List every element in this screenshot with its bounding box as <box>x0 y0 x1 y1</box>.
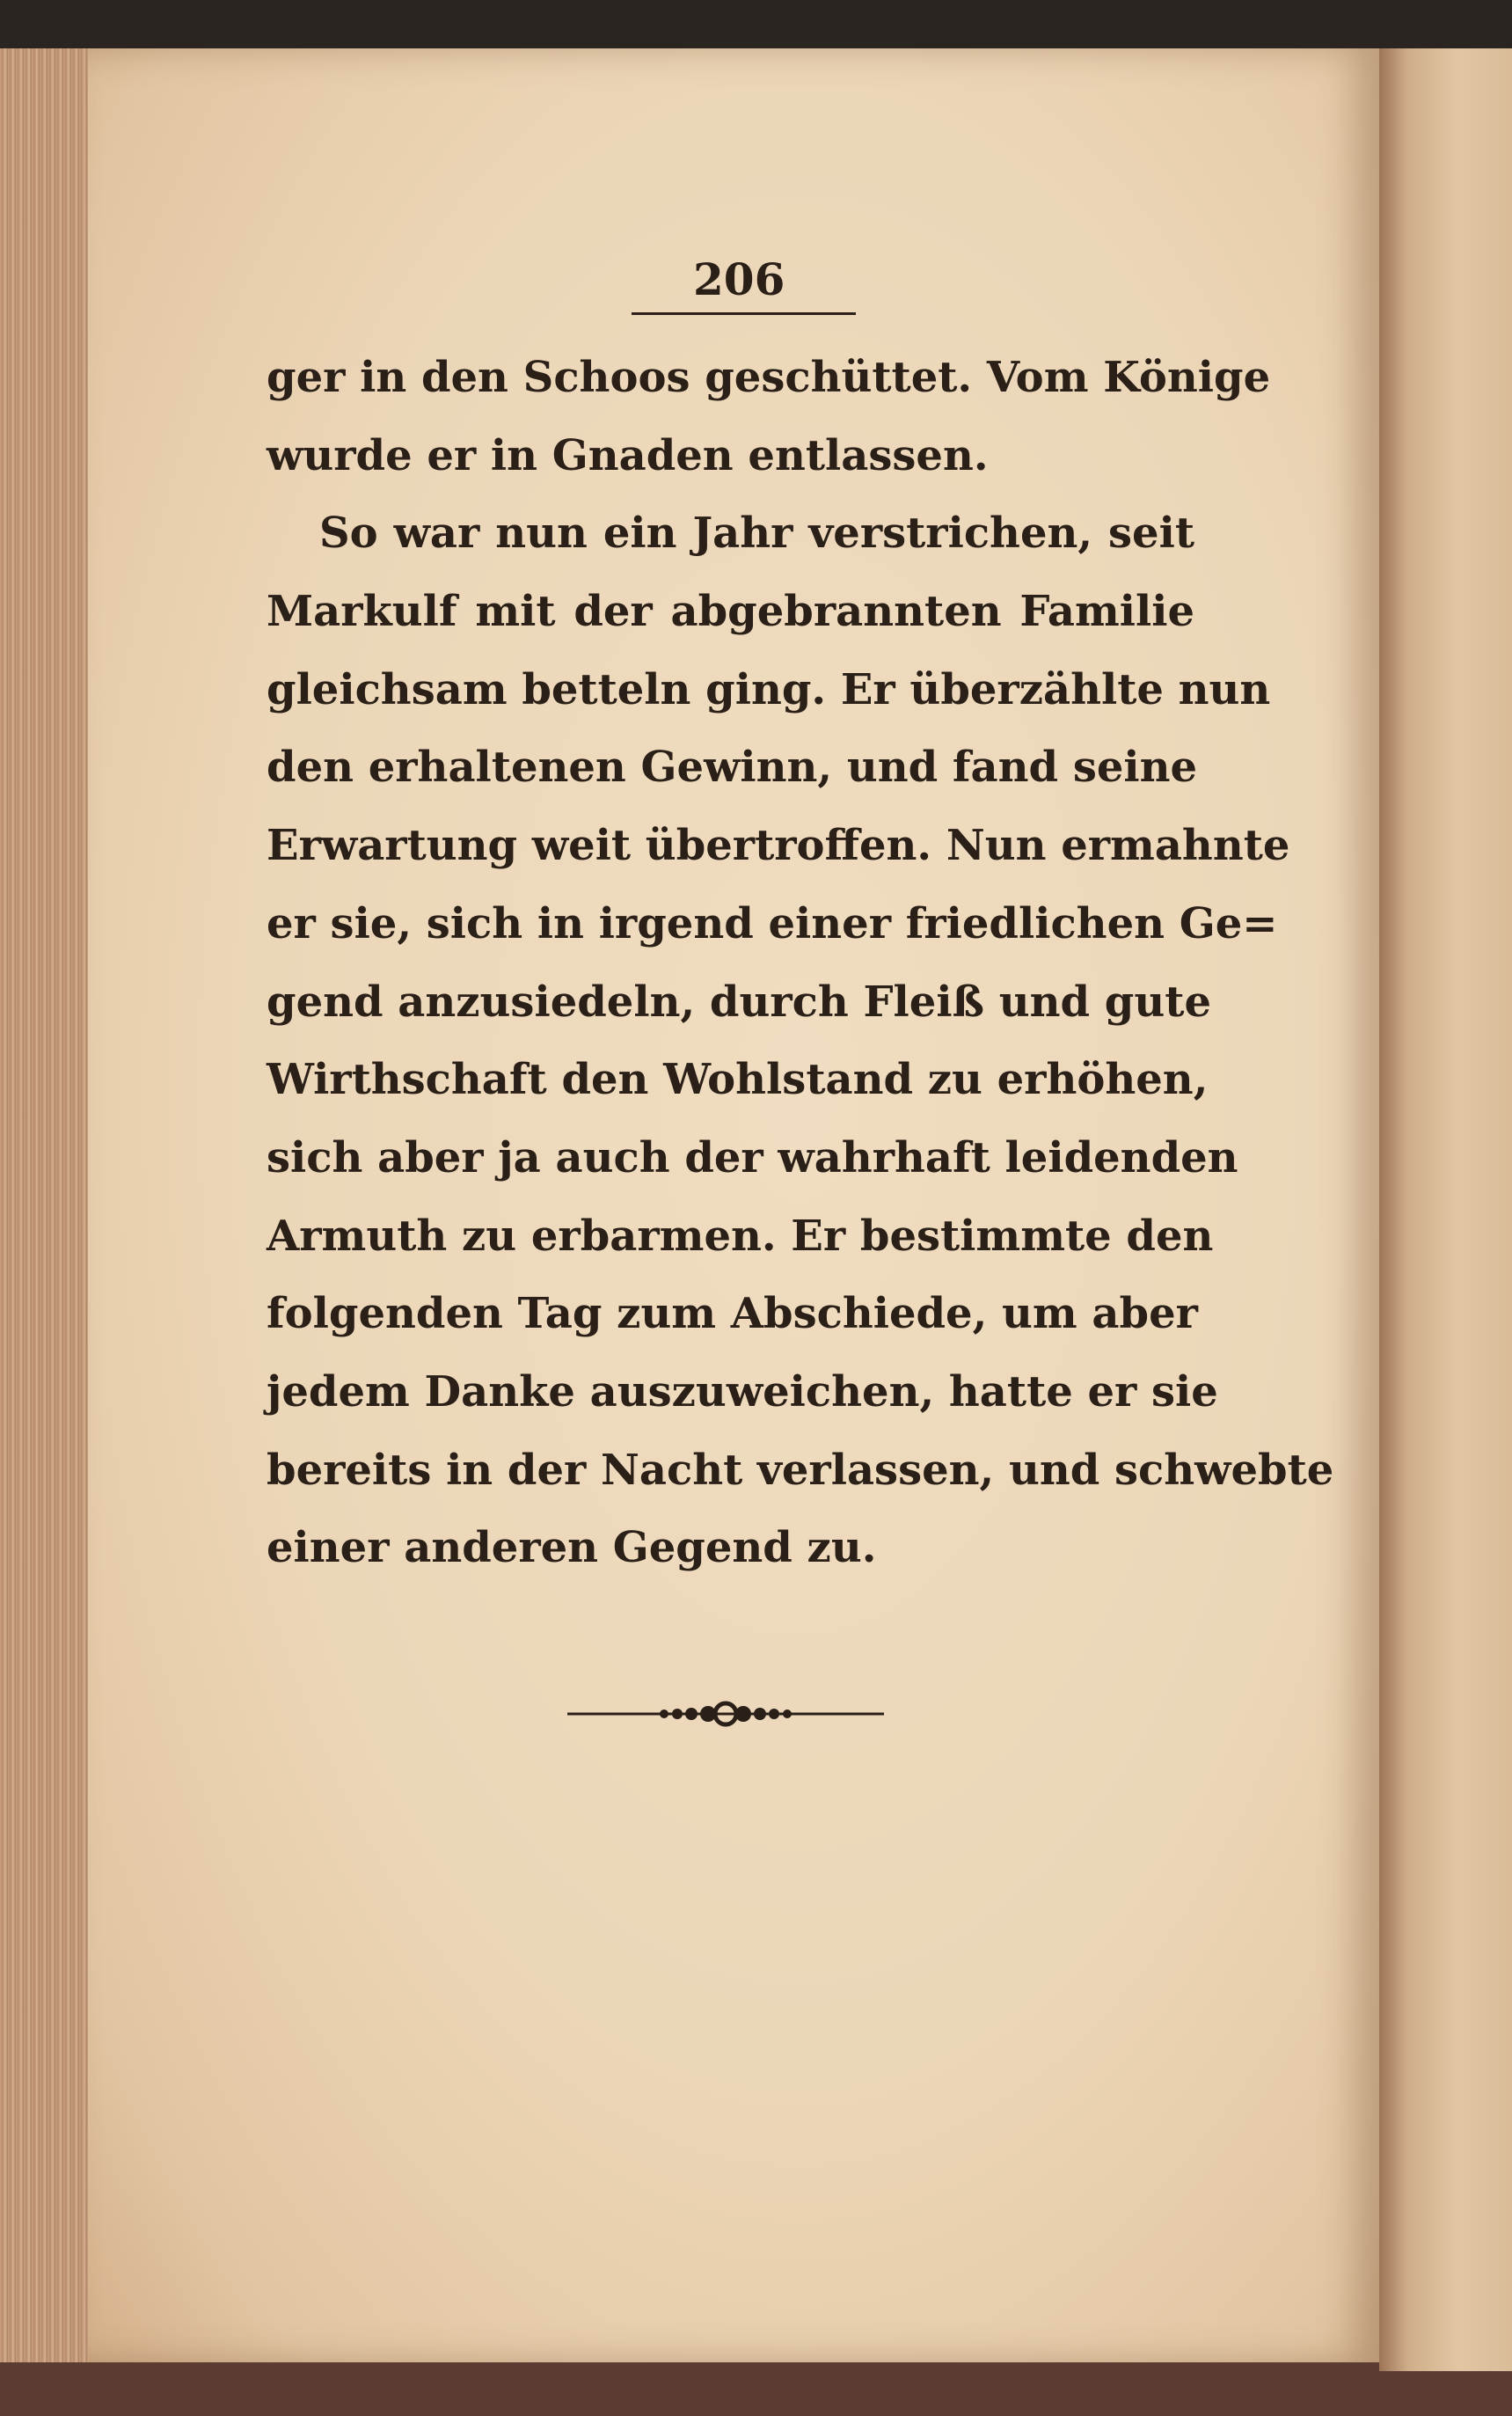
page-edges <box>0 48 88 2362</box>
text-line: jedem Danke auszuweichen, hatte er sie <box>267 1366 1218 1417</box>
text-line: ger in den Schoos geschüttet. Vom Könige <box>267 353 1271 402</box>
text-line: den erhaltenen Gewinn, und fand seine <box>267 743 1198 793</box>
text-line: wurde er in Gnaden entlassen. <box>267 430 989 480</box>
text-line: gleichsam betteln ging. Er überzählte nun <box>267 664 1271 714</box>
text-line: Erwartung weit übertroffen. Nun ermahnte <box>267 821 1290 871</box>
ornament-divider <box>567 1696 884 1731</box>
text-line: Markulf mit der abgebrannten Familie <box>267 587 1194 637</box>
text-line: folgenden Tag zum Abschiede, um aber <box>267 1289 1198 1339</box>
text-line: Wirthschaft den Wohlstand zu erhöhen, <box>267 1055 1209 1105</box>
text-line: er sie, sich in irgend einer friedlichen Ge= <box>267 898 1278 948</box>
body-text <box>267 339 1334 1587</box>
adjacent-page <box>1379 48 1512 2371</box>
text-line: bereits in der Nacht verlassen, und schwebte <box>267 1445 1334 1495</box>
text-line: Armuth zu erbarmen. Er bestimmte den <box>267 1211 1214 1261</box>
text-line: gend anzusiedeln, durch Fleiß und gute <box>267 977 1211 1027</box>
page-number-rule <box>632 312 856 315</box>
text-line: So war nun ein Jahr verstrichen, seit <box>319 509 1194 559</box>
page-number: 206 <box>693 253 785 305</box>
text-line: sich aber ja auch der wahrhaft leidenden <box>267 1132 1238 1182</box>
text-line: einer anderen Gegend zu. <box>267 1523 877 1573</box>
